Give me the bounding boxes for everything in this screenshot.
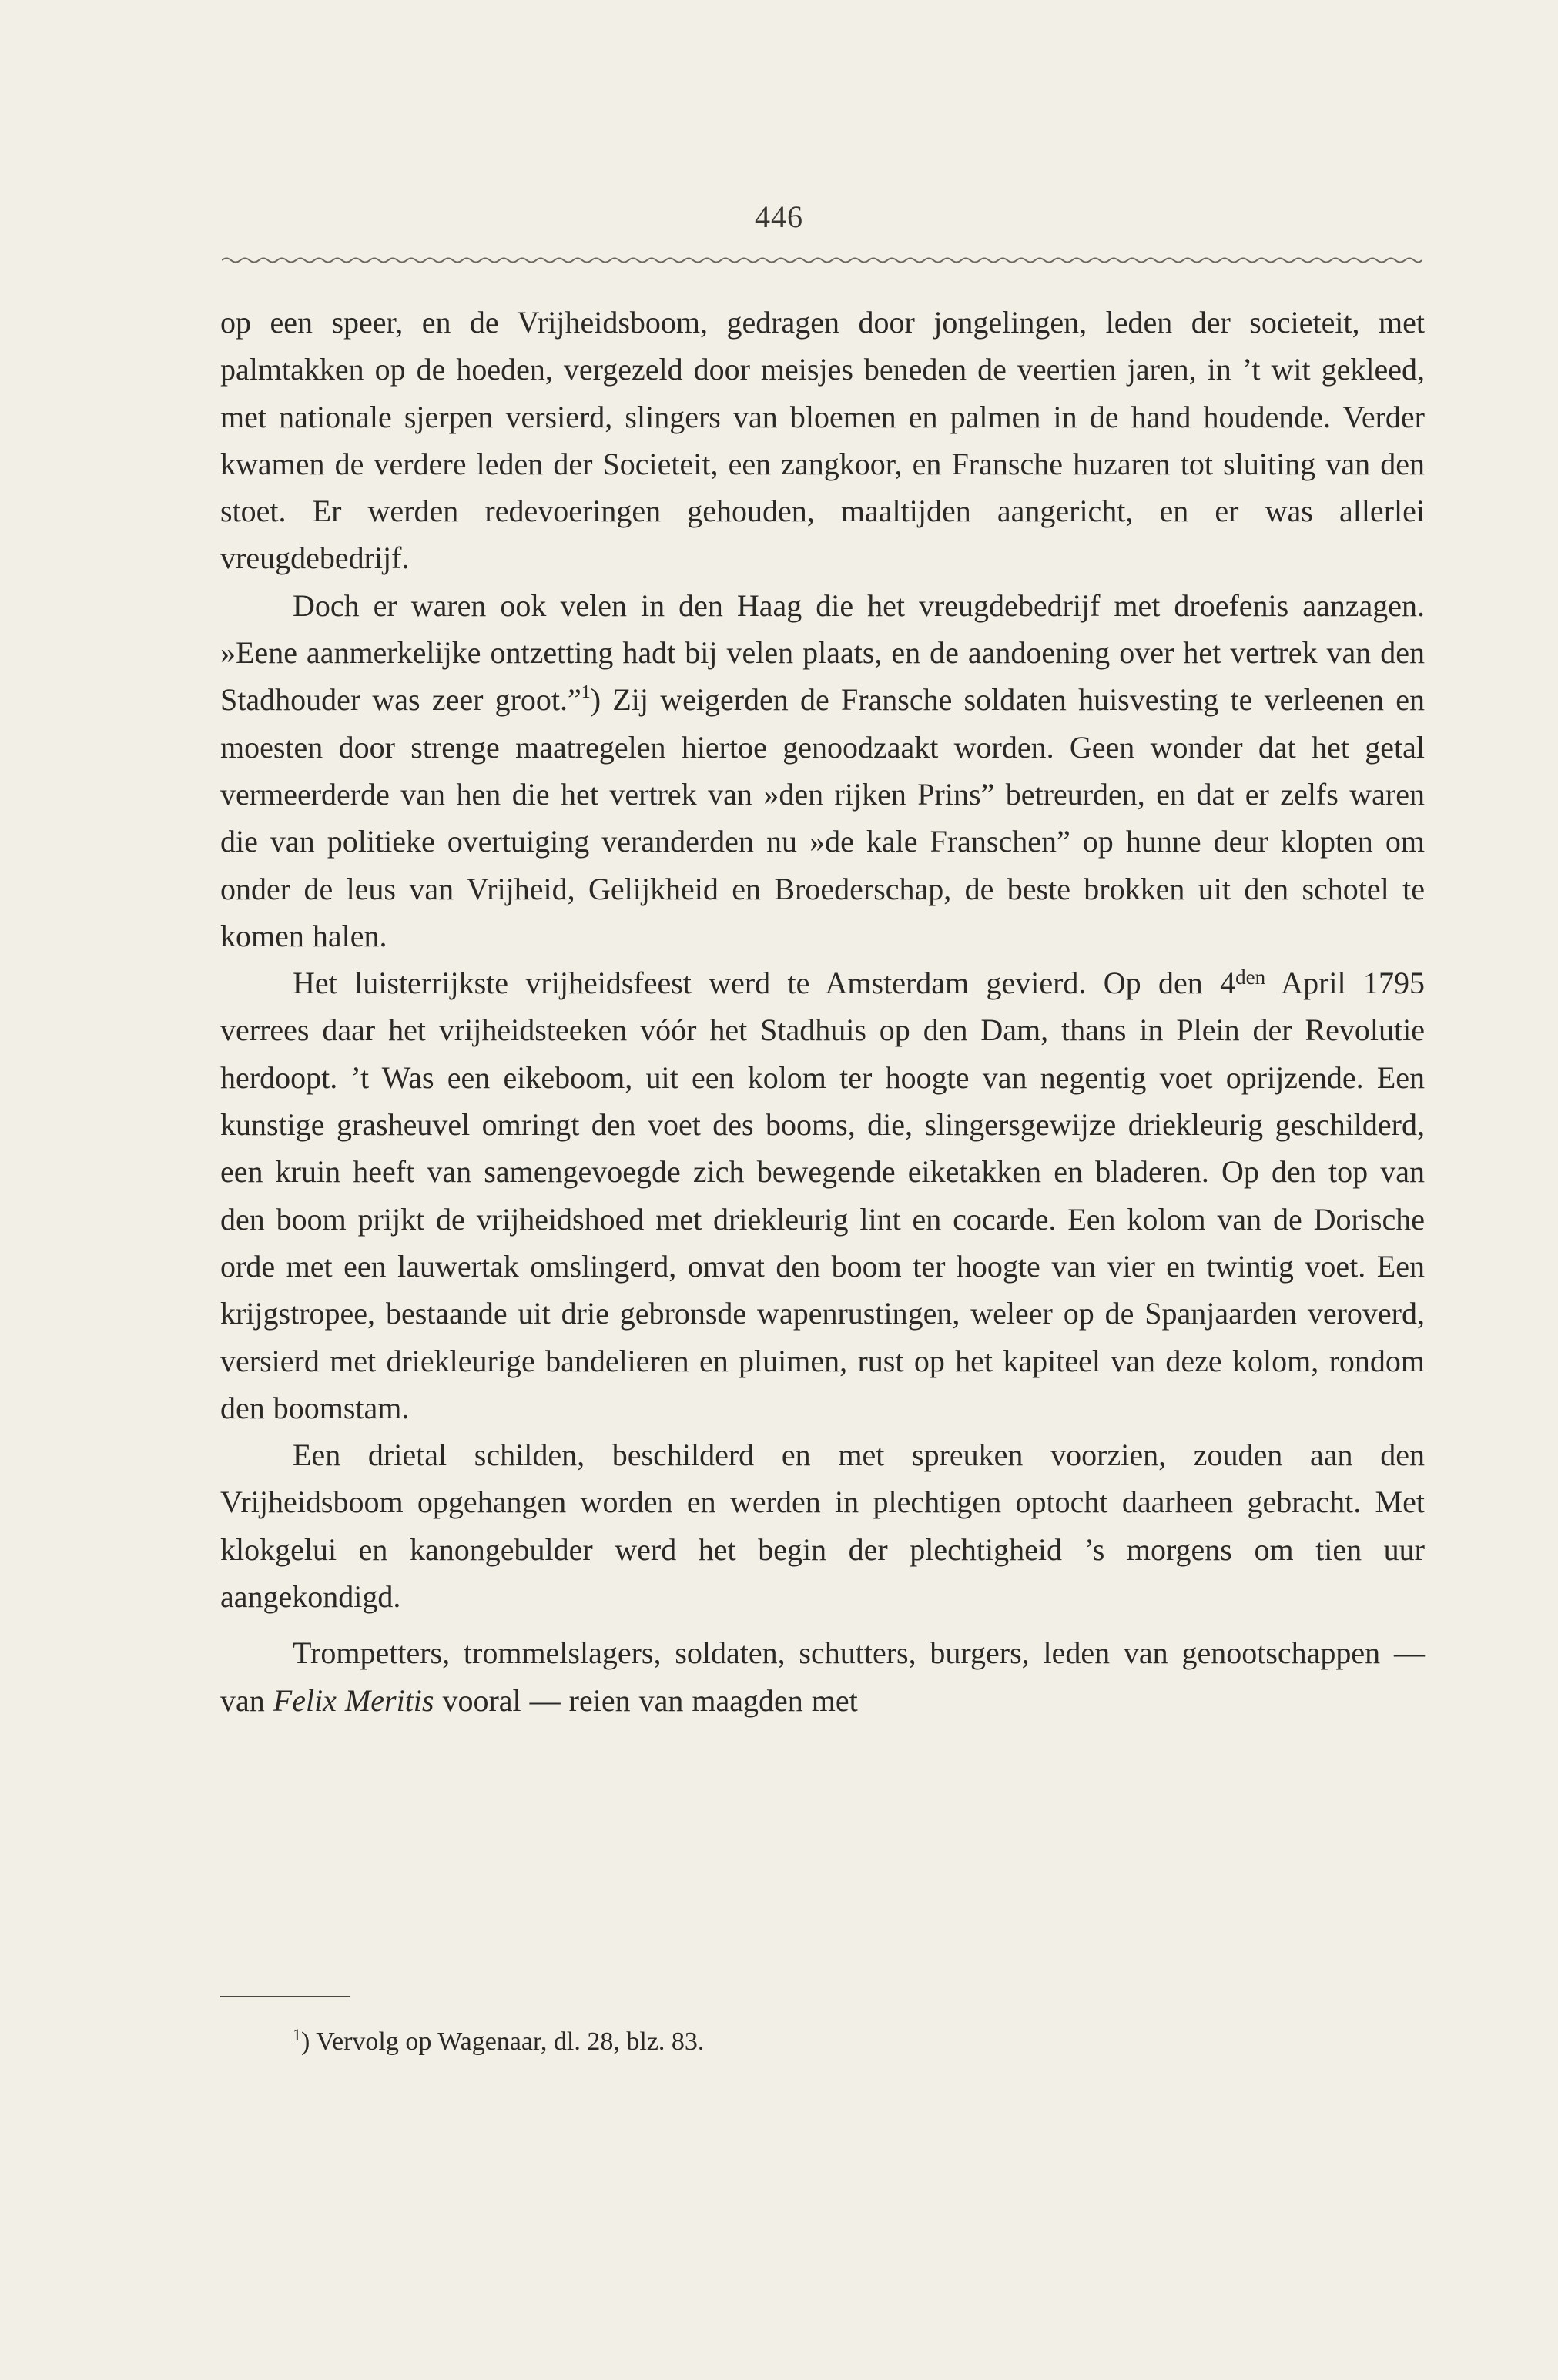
header-wavy-rule — [222, 256, 1422, 265]
paragraph-3-part-b: April 1795 verrees daar het vrijheidsteeken vóór het Stadhuis op den Dam, thans in Plein der Revolutie herdoopt. ’t Was een eikeboom, uit een kolom ter hoogte van negentig voet oprijzende. Een kunstige grasheuvel omringt den voet des booms, die, slingersgewijze driekleurig geschilderd, een kruin heeft van samengevoegde zich bewegende eiketakken en bladeren. Op den top van den boom prijkt de vrijheidshoed met driekleurig lint en cocarde. Een kolom van de Dorische orde met een lauwertak omslingerd, omvat den boom ter hoogte van vier en twintig voet. Een krijgstropee, bestaande uit drie gebronsde wapenrustingen, weleer op de Spanjaarden veroverd, versierd met driekleurige bandelieren en pluimen, rust op het kapiteel van deze kolom, rondom den boomstam. — [220, 966, 1426, 1425]
paragraph-3 — [220, 959, 1425, 1431]
paragraph-3-part-a: Het luisterrijkste vrijheidsfeest werd te Amsterdam gevierd. Op den 4 — [293, 966, 1236, 1001]
footnote-reference[interactable]: 1 — [581, 682, 591, 703]
footnote-text: ) Vervolg op Wagenaar, dl. 28, blz. 83. — [301, 2027, 705, 2056]
footnote — [293, 2025, 704, 2059]
ordinal-suffix: den — [1235, 966, 1266, 989]
paragraph-5 — [220, 1629, 1425, 1724]
footnote-marker: 1 — [293, 2025, 301, 2044]
paragraph-2-part-b: ) Zij weigerden de Fransche soldaten huisvesting te verleenen en moesten door strenge maatregelen hiertoe genoodzaakt worden. Geen wonder dat het getal vermeerderde van hen die het vertrek van »den rijken Prins” betreurden, en dat er zelfs waren die van politieke overtuiging veranderden nu »de kale Franschen” op hunne deur klopten om onder de leus van Vrijheid, Gelijkheid en Broederschap, de beste brokken uit den schotel te komen halen. — [220, 682, 1425, 953]
paragraph-1: op een speer, en de Vrijheidsboom, gedragen door jongelingen, leden der societeit, met palmtakken op de hoeden, vergezeld door meisjes beneden de veertien jaren, in ’t wit gekleed, met nationale sjerpen versierd, slingers van bloemen en palmen in de hand houdende. Verder kwamen de verdere leden der Societeit, een zangkoor, en Fransche huzaren tot sluiting van den stoet. Er werden redevoeringen gehouden, maaltijden aangericht, en er was allerlei vreugdebedrijf. — [220, 305, 1425, 576]
page-number: 446 — [755, 199, 803, 234]
body-text — [220, 299, 1425, 1724]
italic-title: Felix Meritis — [273, 1682, 434, 1718]
paragraph-2 — [220, 582, 1425, 959]
paragraph-4: Een drietal schilden, beschilderd en met spreuken voorzien, zouden aan den Vrijheidsboom opgehangen worden en werden in plechtigen optocht daarheen gebracht. Met klokgelui en kanongebulder werd het begin der plechtigheid ’s morgens om tien uur aangekondigd. — [220, 1438, 1425, 1615]
paragraph-5-part-b: vooral — reien van maagden met — [434, 1682, 858, 1718]
footnote-divider — [220, 1996, 350, 1997]
paragraph-5-part-a: Trompetters, trommelslagers, soldaten, schutters, burgers, leden van genootschappen — van — [220, 1635, 1425, 1718]
paragraph-2-part-a: Doch er waren ook velen in den Haag die het vreugdebedrijf met droefenis aanzagen. »Eene aanmerkelijke ontzetting hadt bij velen plaats, en de aandoening over het vertrek van den Stadhouder was zeer groot.” — [220, 587, 1425, 718]
